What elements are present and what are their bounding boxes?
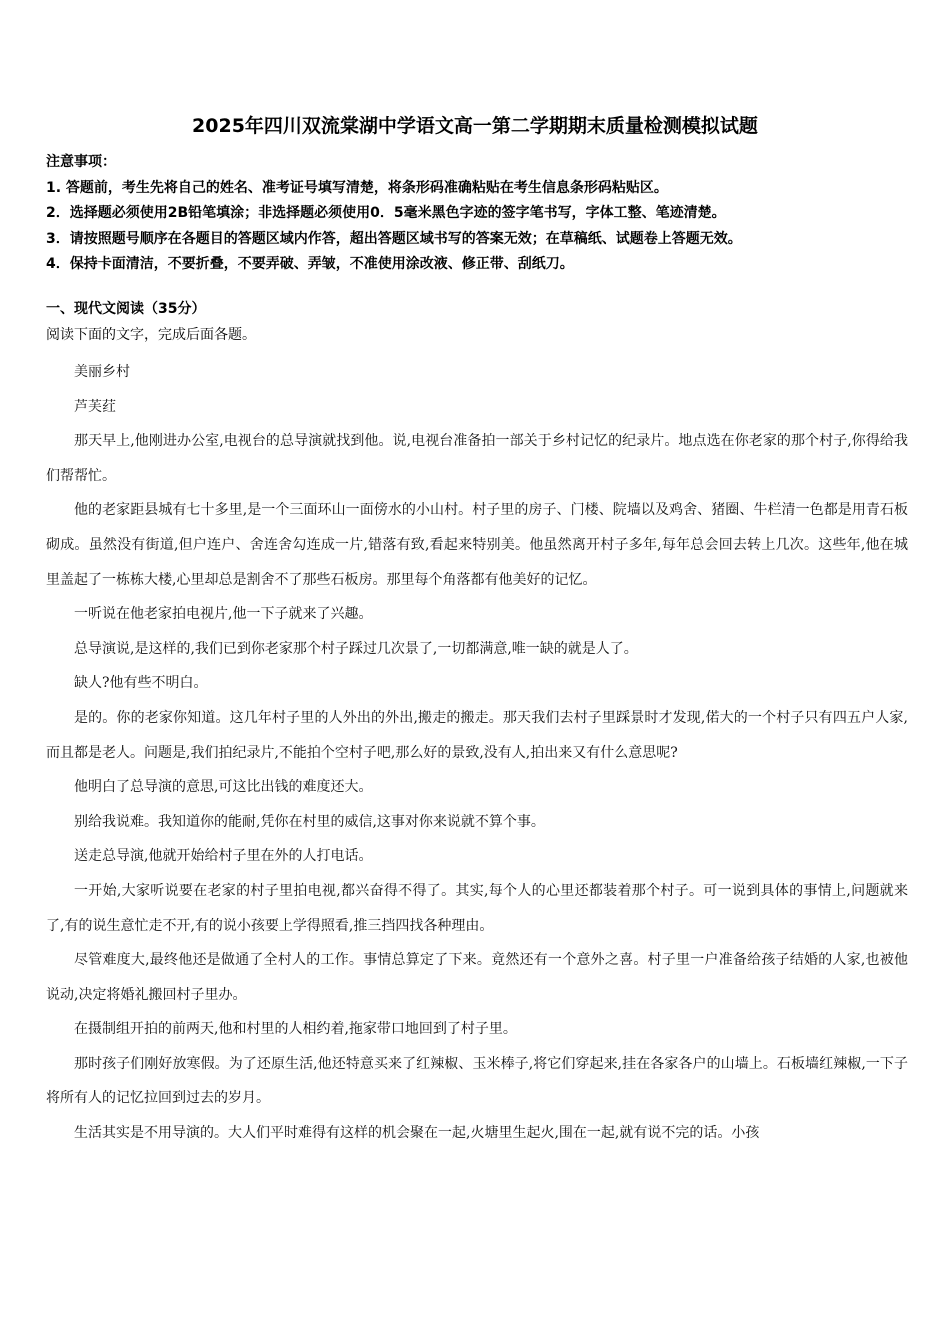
article-paragraph: 总导演说,是这样的,我们已到你老家那个村子踩过几次景了,一切都满意,唯一缺的就是人了。 [74,640,638,657]
notice-heading: 注意事项： [46,154,116,170]
article-paragraph: 送走总导演,他就开始给村子里在外的人打电话。 [74,848,373,865]
article-paragraph: 他的老家距县城有七十多里,是一个三面环山一面傍水的小山村。村子里的房子、门楼、院墙以及鸡舍、猪圈、牛栏清一色都是用青石板砌成。虽然没有街道,但户连户、舍连舍勾连成一片,错落有致,看起来特别美。他虽然离开村子多年,每年总会回去转上几次。这些年,他在城里盖起了一栋栋大楼,心里却总是割舍不了那些石板房。那里每个角落都有他美好的记忆。 [46,502,908,588]
notice-item: 1. 答题前，考生先将自己的姓名、准考证号填写清楚，将条形码准确粘贴在考生信息条形码粘贴区。 [46,179,668,196]
article-paragraph: 缺人?他有些不明白。 [74,675,208,692]
notice-item: 4．保持卡面清洁，不要折叠，不要弄破、弄皱，不准使用涂改液、修正带、刮纸刀。 [46,256,574,272]
article-paragraph: 是的。你的老家你知道。这几年村子里的人外出的外出,搬走的搬走。那天我们去村子里踩景时才发现,偌大的一个村子只有四五户人家,而且都是老人。问题是,我们拍纪录片,不能拍个空村子吧,那么好的景致,没有人,拍出来又有什么意思呢? [46,709,908,761]
notice-item: 2．选择题必须使用2B铅笔填涂；非选择题必须使用0．5毫米黑色字迹的签字笔书写，字体工整、笔迹清楚。 [46,205,726,221]
article-author: 芦芙荭 [74,398,116,415]
article-paragraph: 尽管难度大,最终他还是做通了全村人的工作。事情总算定了下来。竟然还有一个意外之喜。村子里一户准备给孩子结婚的人家,也被他说动,决定将婚礼搬回村子里办。 [46,952,908,1003]
article-paragraph: 一听说在他老家拍电视片,他一下子就来了兴趣。 [74,606,373,623]
article-paragraph: 在摄制组开拍的前两天,他和村里的人相约着,拖家带口地回到了村子里。 [74,1021,517,1038]
article-paragraph: 他明白了总导演的意思,可这比出钱的难度还大。 [74,779,373,796]
notice-block [46,150,926,278]
reading-passage [46,355,908,1151]
article-paragraph: 别给我说难。我知道你的能耐,凭你在村里的威信,这事对你来说就不算个事。 [74,813,545,830]
article-paragraph: 那时孩子们刚好放寒假。为了还原生活,他还特意买来了红辣椒、玉米棒子,将它们穿起来,挂在各家各户的山墙上。石板墙红辣椒,一下子将所有人的记忆拉回到过去的岁月。 [46,1055,908,1107]
section-heading: 一、现代文阅读（35分） [46,301,206,317]
section-instruction: 阅读下面的文字，完成后面各题。 [46,327,256,343]
article-paragraph: 一开始,大家听说要在老家的村子里拍电视,都兴奋得不得了。其实,每个人的心里还都装着那个村子。可一说到具体的事情上,问题就来了,有的说生意忙走不开,有的说小孩要上学得照看,推三挡四找各种理由。 [46,882,908,934]
article-paragraph: 那天早上,他刚进办公室,电视台的总导演就找到他。说,电视台准备拍一部关于乡村记忆的纪录片。地点选在你老家的那个村子,你得给我们帮帮忙。 [46,433,908,484]
exam-title: 2025年四川双流棠湖中学语文高一第二学期期末质量检测模拟试题 [192,115,758,137]
notice-item: 3．请按照题号顺序在各题目的答题区域内作答，超出答题区域书写的答案无效；在草稿纸、试题卷上答题无效。 [46,230,742,247]
article-paragraph: 生活其实是不用导演的。大人们平时难得有这样的机会聚在一起,火塘里生起火,围在一起,就有说不完的话。小孩 [74,1125,760,1142]
article-title: 美丽乡村 [74,364,130,380]
